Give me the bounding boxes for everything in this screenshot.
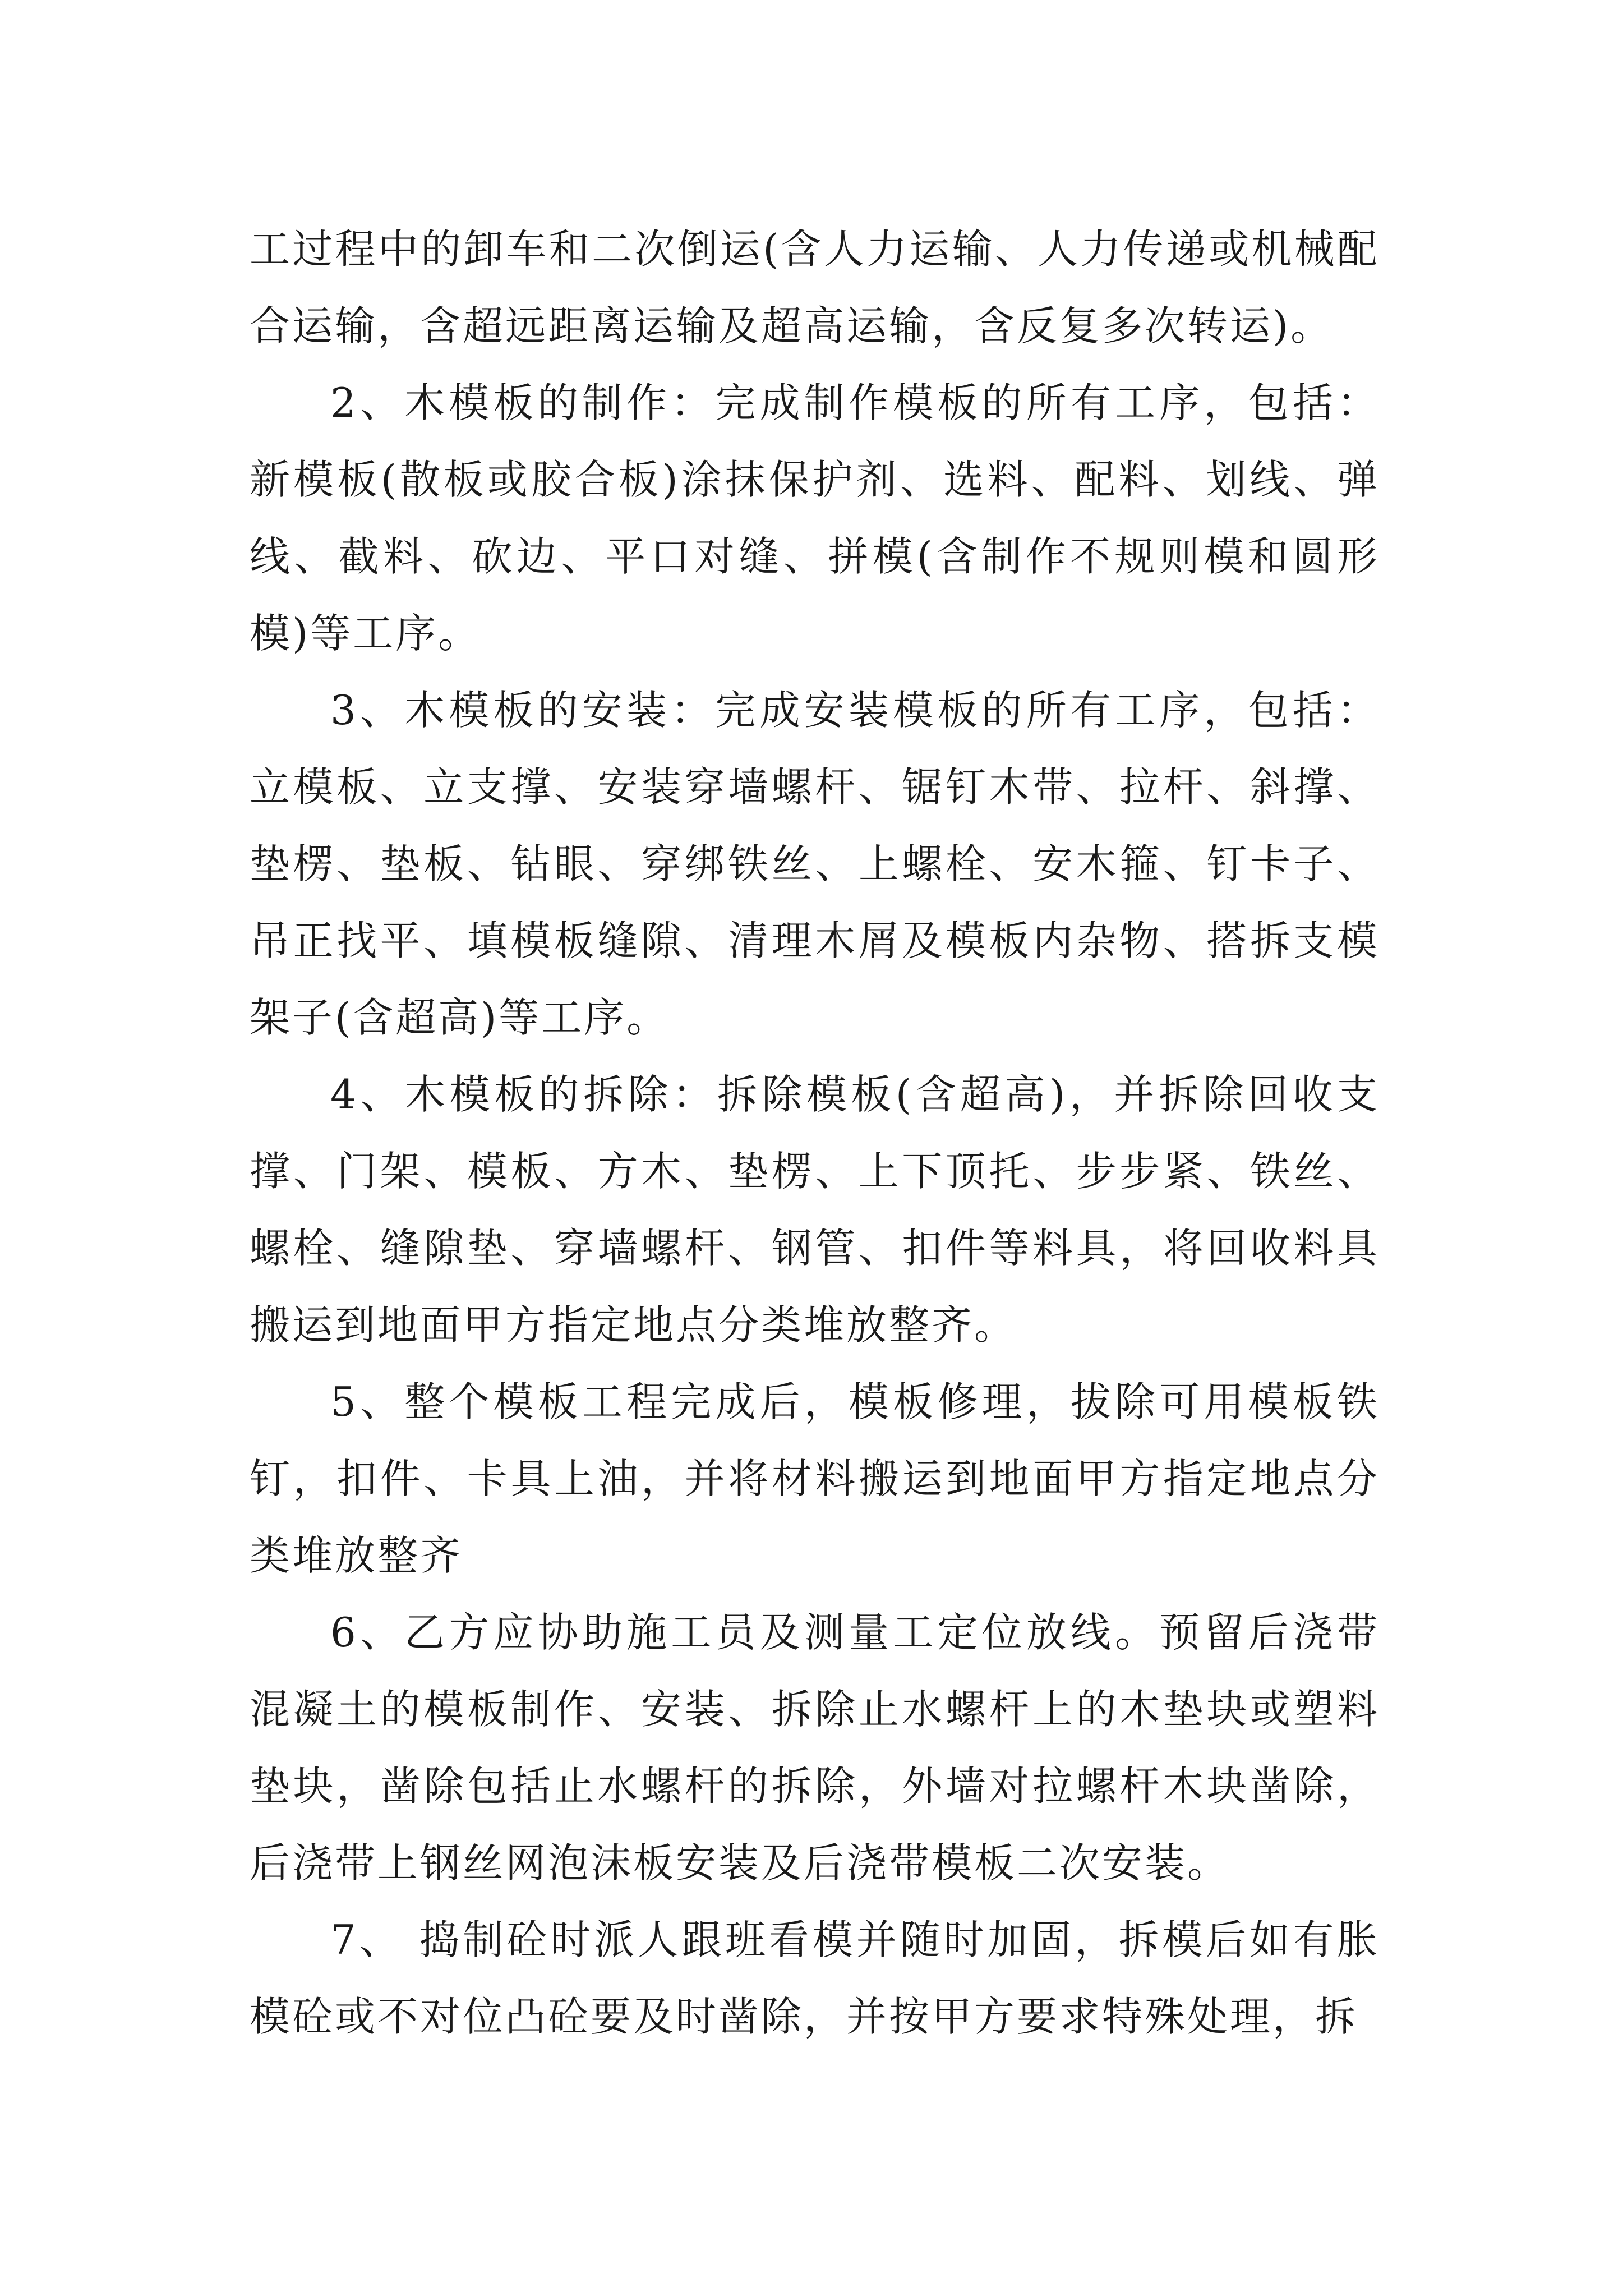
paragraph-item-7: 7、 捣制砼时派人跟班看模并随时加固，拆模后如有胀模砼或不对位凸砼要及时凿除，并按甲方要求特殊处理，拆 — [250, 1916, 1380, 2040]
paragraph-item-5: 5、整个模板工程完成后，模板修理，拔除可用模板铁钉，扣件、卡具上油，并将材料搬运到地面甲方指定地点分类堆放整齐 — [250, 1378, 1380, 1579]
document-body — [250, 211, 1380, 2055]
paragraph-item-4: 4、木模板的拆除：拆除模板(含超高)，并拆除回收支撑、门架、模板、方木、垫楞、上下顶托、步步紧、铁丝、螺栓、缝隙垫、穿墙螺杆、钢管、扣件等料具，将回收料具搬运到地面甲方指定地点分类堆放整齐。 — [250, 1071, 1380, 1349]
paragraph-item-2: 2、木模板的制作：完成制作模板的所有工序，包括：新模板(散板或胶合板)涂抹保护剂、选料、配料、划线、弹线、截料、砍边、平口对缝、拼模(含制作不规则模和圆形模)等工序。 — [250, 379, 1380, 657]
paragraph-item-6: 6、乙方应协助施工员及测量工定位放线。预留后浇带混凝土的模板制作、安装、拆除止水螺杆上的木垫块或塑料垫块，凿除包括止水螺杆的拆除，外墙对拉螺杆木块凿除，后浇带上钢丝网泡沫板安装及后浇带模板二次安装。 — [250, 1609, 1380, 1887]
paragraph-continuation: 工过程中的卸车和二次倒运(含人力运输、人力传递或机械配合运输，含超远距离运输及超高运输，含反复多次转运)。 — [250, 226, 1380, 349]
paragraph-item-3: 3、木模板的安装：完成安装模板的所有工序，包括：立模板、立支撑、安装穿墙螺杆、锯钉木带、拉杆、斜撑、垫楞、垫板、钻眼、穿绑铁丝、上螺栓、安木箍、钉卡子、吊正找平、填模板缝隙、清理木屑及模板内杂物、搭拆支模架子(含超高)等工序。 — [250, 687, 1380, 1041]
